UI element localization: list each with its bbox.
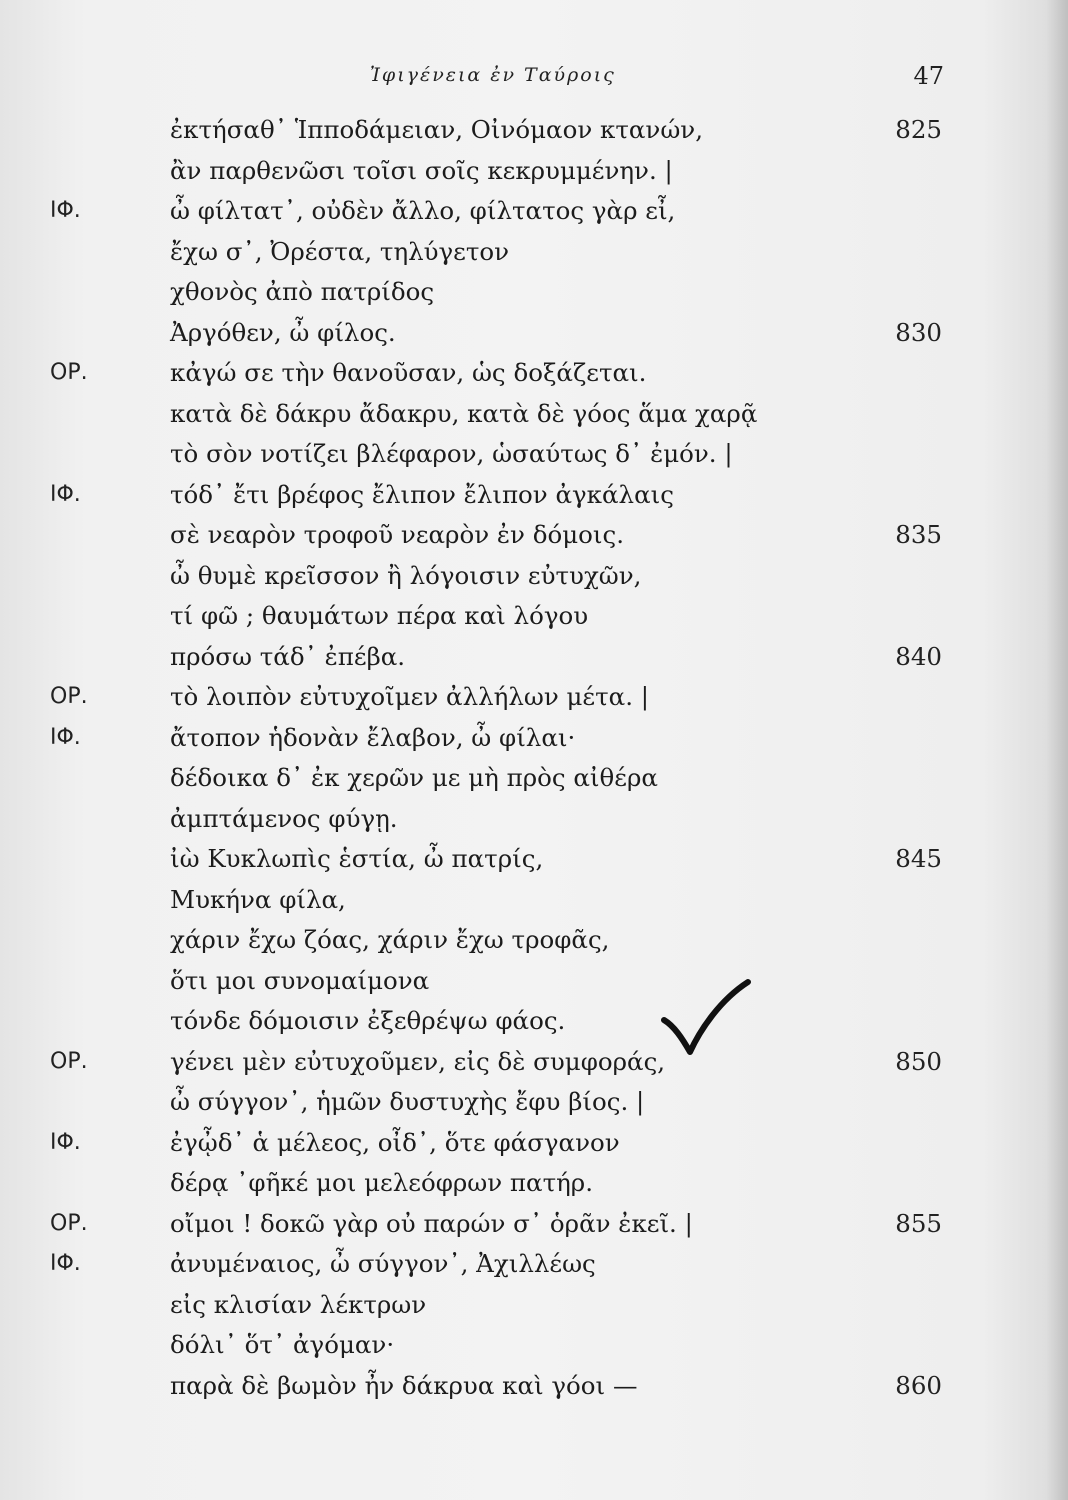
speaker-label: ΙΦ. <box>50 481 81 507</box>
verse-line <box>0 1204 1068 1245</box>
page-number: 47 <box>913 62 944 90</box>
speaker-label: ΟΡ. <box>50 1210 88 1236</box>
verse-line <box>0 758 1068 799</box>
verse-text: τόδ᾽ ἔτι βρέφος ἔλιπον ἔλιπον ἀγκάλαις <box>170 479 674 509</box>
speaker-label: ΙΦ. <box>50 1129 81 1155</box>
verse-line <box>0 596 1068 637</box>
speaker-label: ΟΡ. <box>50 684 88 709</box>
verse-line <box>0 718 1068 759</box>
verse-line <box>0 110 1068 151</box>
verse-text: ἂν παρθενῶσι τοῖσι σοῖς κεκρυμμένην. | <box>170 155 673 185</box>
verse-text: κατὰ δὲ δάκρυ ἄδακρυ, κατὰ δὲ γόος ἅμα χαρᾷ <box>170 398 758 428</box>
verse-line <box>0 272 1068 313</box>
verse-line <box>0 839 1068 880</box>
verse-text: ἄτοπον ἡδονὰν ἔλαβον, ὦ φίλαι· <box>170 722 576 752</box>
speaker-label: ΟΡ. <box>50 1048 88 1074</box>
verse-line <box>0 1082 1068 1123</box>
speaker-label: ΟΡ. <box>50 360 88 385</box>
verse-text: ἰὼ Κυκλωπὶς ἑστία, ὦ πατρίς, <box>170 844 544 873</box>
verse-text: Ἀργόθεν, ὦ φίλος. <box>170 317 396 347</box>
verse-text: δέρᾳ ᾽φῆκέ μοι μελεόφρων πατήρ. <box>170 1168 593 1197</box>
verse-text: πρόσω τάδ᾽ ἐπέβα. <box>170 641 406 671</box>
verse-line <box>0 434 1068 475</box>
verse-text: ὦ σύγγον᾽, ἡμῶν δυστυχὴς ἔφυ βίος. | <box>170 1087 645 1116</box>
verse-line <box>0 515 1068 556</box>
line-number: 835 <box>895 520 942 549</box>
verse-line <box>0 151 1068 192</box>
verse-text: κἀγώ σε τὴν θανοῦσαν, ὡς δοξάζεται. <box>170 358 647 387</box>
verse-line <box>0 1325 1068 1366</box>
verse-line <box>0 394 1068 435</box>
verse-text: χάριν ἔχω ζόας, χάριν ἔχω τροφᾶς, <box>170 925 610 954</box>
verse-line <box>0 232 1068 273</box>
line-number: 830 <box>895 317 942 347</box>
verse-text: δέδοικα δ᾽ ἐκ χερῶν με μὴ πρὸς αἰθέρα <box>170 763 658 792</box>
verse-text: εἰς κλισίαν λέκτρων <box>170 1289 427 1319</box>
speaker-label: ΙΦ. <box>50 198 81 223</box>
handwritten-checkmark-icon <box>660 978 752 1058</box>
verse-text: ὅτι μοι συνομαίμονα <box>170 965 430 995</box>
verse-text: γένει μὲν εὐτυχοῦμεν, εἰς δὲ συμφοράς, <box>170 1046 666 1076</box>
verse-text: σὲ νεαρὸν τροφοῦ νεαρὸν ἐν δόμοις. <box>170 520 625 549</box>
verse-line <box>0 556 1068 597</box>
verse-text: ἀμπτάμενος φύγῃ. <box>170 803 398 833</box>
verse-line <box>0 920 1068 961</box>
verse-text: ὦ θυμὲ κρεῖσσον ἢ λόγοισιν εὐτυχῶν, <box>170 560 642 590</box>
verse-line <box>0 475 1068 516</box>
verse-line <box>0 1001 1068 1042</box>
verse-text: οἴμοι ! δοκῶ γὰρ οὐ παρών σ᾽ ὁρᾶν ἐκεῖ. | <box>170 1208 693 1238</box>
verse-line <box>0 880 1068 921</box>
verse-text: τὸ λοιπὸν εὐτυχοῖμεν ἀλλήλων μέτα. | <box>170 682 650 711</box>
speaker-label: ΙΦ. <box>50 724 81 750</box>
line-number: 845 <box>895 844 942 873</box>
verse-line <box>0 677 1068 718</box>
line-number: 860 <box>895 1370 942 1400</box>
verse-line <box>0 961 1068 1002</box>
verse-line <box>0 637 1068 678</box>
verse-lines <box>0 110 1068 1406</box>
verse-line <box>0 1244 1068 1285</box>
verse-text: ἔχω σ᾽, Ὀρέστα, τηλύγετον <box>170 236 510 266</box>
line-number: 855 <box>895 1208 942 1238</box>
verse-line <box>0 1366 1068 1407</box>
verse-line <box>0 313 1068 354</box>
line-number: 840 <box>895 641 942 671</box>
verse-text: τὸ σὸν νοτίζει βλέφαρον, ὡσαύτως δ᾽ ἐμόν. | <box>170 439 733 468</box>
page-header <box>0 58 1068 98</box>
verse-text: ἀνυμέναιος, ὦ σύγγον᾽, Ἀχιλλέως <box>170 1249 596 1278</box>
speaker-label: ΙΦ. <box>50 1251 81 1276</box>
verse-text: χθονὸς ἀπὸ πατρίδος <box>170 277 435 306</box>
verse-line <box>0 1123 1068 1164</box>
verse-line <box>0 799 1068 840</box>
verse-text: δόλι᾽ ὅτ᾽ ἀγόμαν· <box>170 1330 395 1359</box>
verse-line <box>0 353 1068 394</box>
verse-text: τί φῶ ; θαυμάτων πέρα καὶ λόγου <box>170 601 589 630</box>
verse-line <box>0 1042 1068 1083</box>
verse-line <box>0 1163 1068 1204</box>
verse-text: ἐκτήσαθ᾽ Ἱπποδάμειαν, Οἰνόμαον κτανών, <box>170 115 703 144</box>
line-number: 850 <box>895 1046 942 1076</box>
line-number: 825 <box>895 115 942 144</box>
verse-line <box>0 1285 1068 1326</box>
verse-line <box>0 191 1068 232</box>
verse-text: ἐγᾦδ᾽ ἁ μέλεος, οἶδ᾽, ὅτε φάσγανον <box>170 1127 620 1157</box>
running-title: Ἰφιγένεια ἐν Ταύροις <box>370 64 616 86</box>
verse-text: παρὰ δὲ βωμὸν ἦν δάκρυα καὶ γόοι — <box>170 1370 638 1400</box>
verse-text: ὦ φίλτατ᾽, οὐδὲν ἄλλο, φίλτατος γὰρ εἶ, <box>170 196 676 225</box>
verse-text: τόνδε δόμοισιν ἐξεθρέψω φάος. <box>170 1006 566 1035</box>
verse-text: Μυκήνα φίλα, <box>170 884 346 914</box>
